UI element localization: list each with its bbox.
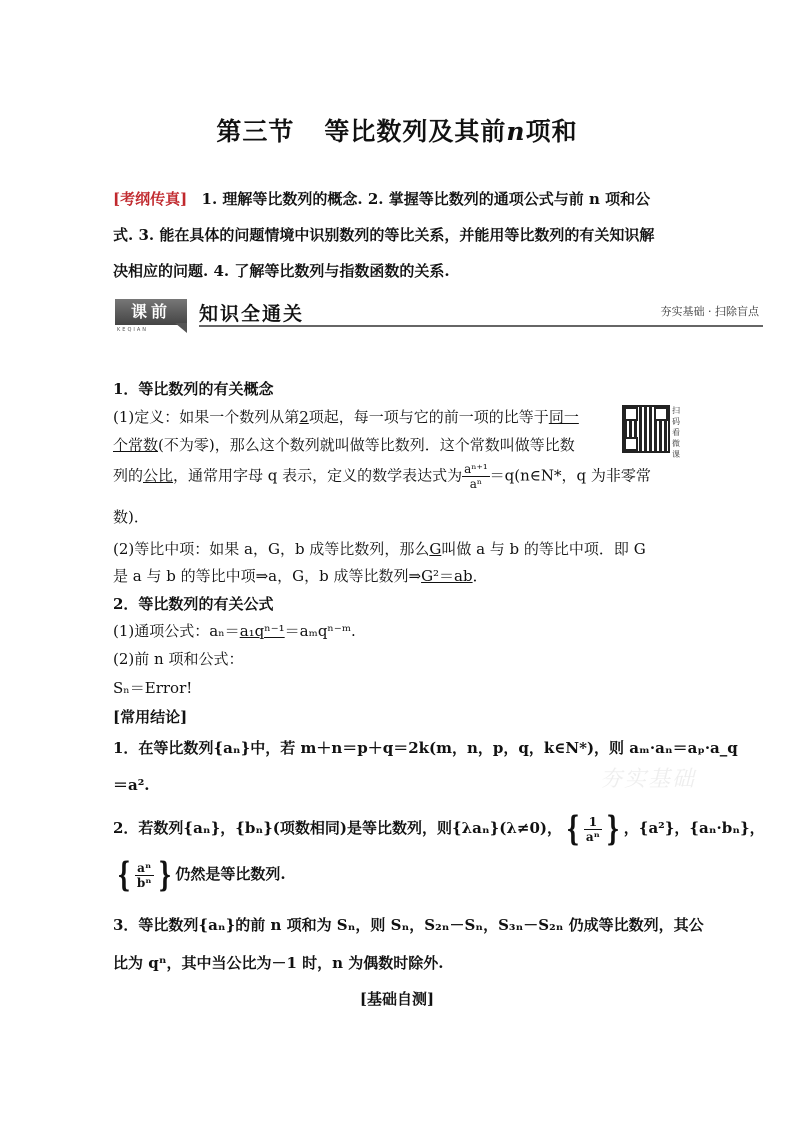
title-main: 等比数列及其前 (324, 117, 507, 146)
qr-label: 扫码看微课 (672, 406, 680, 459)
s1-mid-d: G²＝ab (421, 567, 473, 585)
section-banner (115, 297, 763, 337)
brace-left-2: { (117, 855, 131, 895)
s3-c2-b: ，{a²}，{aₙ·bₙ}， (623, 819, 765, 837)
s2-gen-b: a₁qⁿ⁻¹ (239, 622, 285, 640)
s1-def-h: ，通常用字母 q 表示，定义的数学表达式为 (173, 466, 463, 485)
banner-box: 课前 (115, 299, 187, 325)
banner-heading: 知识全通关 (199, 303, 305, 325)
title-prefix: 第三节 (216, 117, 295, 146)
s2-sum-formula: Sₙ＝Error! (113, 679, 193, 697)
s1-mid-b: 叫做 a 与 b 的等比中项．即 G (441, 540, 646, 558)
s2-sum-label: (2)前 n 项和公式： (113, 650, 244, 668)
s1-frac-den: aⁿ (469, 477, 483, 491)
s3-c2-a: 2．若数列{aₙ}，{bₙ}(项数相同)是等比数列，则{λaₙ}(λ≠0)， (113, 819, 563, 837)
s3-c2-c: 仍然是等比数列. (175, 865, 286, 883)
s1-def-d: 个常数 (113, 436, 159, 454)
brace-right: } (606, 809, 620, 849)
s1-frac-num: aⁿ⁺¹ (464, 462, 488, 476)
syllabus-line-2: 式. 3. 能在具体的问题情境中识别数列的等比关系，并能用等比数列的有关知识解 (113, 226, 655, 244)
s1-def-2: 2 (299, 408, 309, 426)
s1-def-line-1 (113, 406, 579, 427)
s1-def-b: 项起，每一项与它的前一项的比等于 (308, 408, 549, 426)
syllabus-tag: [考纲传真] (113, 190, 188, 208)
syllabus-line-1 (113, 188, 650, 209)
s1-heading: 1．等比数列的有关概念 (113, 380, 274, 398)
s3-conclusion-2 (113, 809, 765, 849)
s3-conclusion-2b (113, 855, 286, 895)
qr-code-icon[interactable] (622, 405, 670, 453)
footer-heading: [基础自测] (359, 990, 435, 1008)
s2-gen-c: ＝aₘqⁿ⁻ᵐ. (284, 622, 356, 640)
s3-conclusion-3b: 比为 qⁿ，其中当公比为－1 时，n 为偶数时除外. (113, 954, 444, 972)
s1-mid-c: 是 a 与 b 的等比中项⇒a，G，b 成等比数列⇒ (113, 567, 422, 585)
s3-conclusion-1: 1．在等比数列{aₙ}中，若 m＋n＝p＋q＝2k(m，n，p，q，k∈N*)，则 aₘ·aₙ＝aₚ·a_q (113, 739, 738, 757)
syllabus-text-1: 1. 理解等比数列的概念. 2. 掌握等比数列的通项公式与前 n 项和公 (201, 190, 651, 208)
syllabus-line-3: 决相应的问题. 4. 了解等比数列与指数函数的关系. (113, 262, 450, 280)
page-title (0, 112, 794, 148)
s1-def-c: 同一 (548, 408, 579, 426)
s1-mid-e: ． (472, 567, 488, 585)
s2-heading: 2．等比数列的有关公式 (113, 595, 274, 613)
s3-conclusion-3: 3．等比数列{aₙ}的前 n 项和为 Sₙ，则 Sₙ，S₂ₙ－Sₙ，S₃ₙ－S₂ₙ 仍成等比数列，其公 (113, 916, 704, 934)
s1-def-line-3 (113, 462, 651, 491)
s1-def-a: (1)定义：如果一个数列从第 (113, 408, 300, 426)
s1-def-line-2 (113, 434, 575, 455)
banner-rule (199, 325, 763, 327)
s3-frac-2 (135, 861, 154, 890)
s1-mid-line-1 (113, 538, 646, 559)
s3-frac-1-num: 1 (584, 815, 602, 830)
title-suffix: 项和 (525, 117, 578, 146)
brace-right-2: } (157, 855, 171, 895)
banner-pinyin: KEQIAN (117, 327, 149, 333)
s1-def-f: 列的 (113, 466, 144, 485)
s1-def-e: (不为零)，那么这个数列就叫做等比数列．这个常数叫做等比数 (158, 436, 575, 454)
s2-gen-a: (1)通项公式：aₙ＝ (113, 622, 240, 640)
s1-mid-g: G (429, 540, 442, 558)
s1-mid-a: (2)等比中项：如果 a，G，b 成等比数列，那么 (113, 540, 430, 558)
s3-frac-2-num: aⁿ (135, 861, 154, 876)
title-variable: n (506, 117, 526, 146)
s3-heading: [常用结论] (113, 708, 188, 726)
s3-frac-1 (584, 815, 602, 844)
brace-left: { (566, 809, 580, 849)
s1-def-i: ＝q(n∈N*，q 为非零常 (489, 466, 651, 485)
s3-frac-1-den: aⁿ (585, 829, 600, 844)
banner-triangle (175, 323, 187, 333)
banner-slogan: 夯实基础 · 扫除盲点 (660, 305, 759, 318)
s1-def-line-4: 数)． (113, 508, 149, 526)
watermark: 夯实基础 (600, 767, 697, 792)
s2-general-term (113, 620, 356, 641)
s1-def-g: 公比 (143, 466, 174, 485)
s1-fraction (462, 462, 490, 491)
s3-conclusion-1b: ＝a². (113, 776, 150, 794)
s1-mid-line-2 (113, 565, 488, 586)
s3-frac-2-den: bⁿ (136, 875, 152, 890)
